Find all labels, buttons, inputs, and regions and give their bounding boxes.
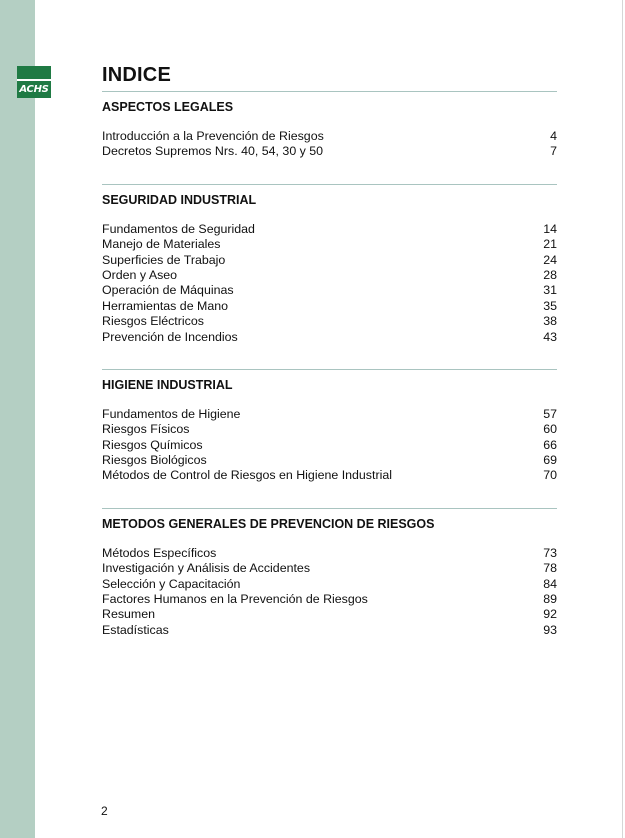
- toc-entry: [102, 468, 557, 483]
- achs-logo: ACHS: [17, 66, 51, 98]
- toc-entry-list: [102, 209, 557, 345]
- section-spacer: [102, 160, 557, 184]
- toc-entry: [102, 546, 557, 561]
- toc-entry: [102, 407, 557, 422]
- toc-section: [102, 92, 557, 160]
- toc-entry-page: 89: [543, 592, 557, 607]
- toc-entry: [102, 222, 557, 237]
- section-spacer: [102, 345, 557, 369]
- toc-entry-page: 4: [550, 129, 557, 143]
- toc-entry-list: [102, 116, 557, 160]
- toc-entry-label: Investigación y Análisis de Accidentes: [102, 561, 311, 576]
- section-spacer: [102, 484, 557, 508]
- toc-entry: [102, 561, 557, 576]
- section-heading: HIGIENE INDUSTRIAL: [102, 377, 233, 392]
- toc-entry-page: 78: [543, 561, 557, 576]
- toc-entry-label: Estadísticas: [102, 622, 169, 637]
- page-edge: [622, 0, 623, 838]
- toc-entry: [102, 268, 557, 283]
- toc-entry: [102, 577, 557, 592]
- toc-entry-page: 73: [543, 545, 557, 560]
- toc-entry-label: Manejo de Materiales: [102, 237, 221, 252]
- toc-entry: [102, 438, 557, 453]
- toc-entry-page: 66: [543, 437, 557, 452]
- toc-section: [102, 185, 557, 345]
- toc-entry: [102, 623, 557, 638]
- toc-entry-page: 60: [543, 422, 557, 437]
- toc-entry-page: 84: [543, 576, 557, 591]
- toc-entry: [102, 237, 557, 252]
- toc-entry-label: Herramientas de Mano: [102, 298, 229, 313]
- toc-entry-label: Riesgos Biológicos: [102, 453, 207, 468]
- left-margin-band: [0, 0, 35, 838]
- toc-entry: [102, 299, 557, 314]
- toc-entry: [102, 453, 557, 468]
- toc-entry-page: 57: [543, 406, 557, 421]
- toc-entry-page: 35: [543, 298, 557, 313]
- toc-entry-label: Prevención de Incendios: [102, 329, 238, 344]
- toc-entry-page: 92: [543, 607, 557, 622]
- toc-entry-label: Selección y Capacitación: [102, 576, 241, 591]
- toc-entry-page: 24: [543, 252, 557, 267]
- toc-entry-page: 70: [543, 468, 557, 483]
- toc-entry-page: 69: [543, 453, 557, 468]
- toc-entry-label: Riesgos Químicos: [102, 437, 203, 452]
- section-heading: ASPECTOS LEGALES: [102, 100, 234, 114]
- page-number: 2: [101, 804, 108, 818]
- toc-entry-label: Riesgos Físicos: [102, 422, 190, 437]
- toc-entry-page: 7: [550, 144, 557, 159]
- toc-entry-label: Fundamentos de Higiene: [102, 406, 241, 421]
- toc-entry-page: 43: [543, 329, 557, 344]
- toc-entry-label: Introducción a la Prevención de Riesgos: [102, 129, 324, 143]
- toc-entry-label: Orden y Aseo: [102, 267, 178, 282]
- toc-entry-label: Riesgos Eléctricos: [102, 314, 204, 329]
- toc-entry-label: Métodos de Control de Riesgos en Higiene Industrial: [102, 468, 392, 483]
- table-of-contents: [102, 60, 557, 638]
- toc-entry-page: 14: [543, 221, 557, 236]
- toc-section: [102, 509, 557, 638]
- toc-entry-list: [102, 394, 557, 484]
- toc-entry: [102, 253, 557, 268]
- toc-section: [102, 370, 557, 484]
- toc-entry: [102, 592, 557, 607]
- toc-entry-label: Métodos Específicos: [102, 545, 217, 560]
- page-title: INDICE: [102, 64, 171, 86]
- toc-sections: [102, 92, 557, 638]
- toc-entry-label: Resumen: [102, 607, 156, 622]
- toc-entry-list: [102, 533, 557, 638]
- section-heading: METODOS GENERALES DE PREVENCION DE RIESGOS: [102, 516, 435, 531]
- toc-entry-page: 31: [543, 283, 557, 298]
- toc-entry-label: Fundamentos de Seguridad: [102, 221, 255, 236]
- toc-entry-label: Operación de Máquinas: [102, 283, 234, 298]
- toc-entry: [102, 314, 557, 329]
- section-heading: SEGURIDAD INDUSTRIAL: [102, 192, 257, 207]
- toc-entry: [102, 330, 557, 345]
- toc-entry: [102, 607, 557, 622]
- toc-entry-label: Factores Humanos en la Prevención de Riesgos: [102, 592, 368, 607]
- toc-entry-page: 93: [543, 622, 557, 637]
- toc-entry-page: 21: [543, 237, 557, 252]
- toc-entry-page: 28: [543, 267, 557, 282]
- toc-entry-page: 38: [543, 314, 557, 329]
- toc-entry: [102, 422, 557, 437]
- toc-entry-label: Superficies de Trabajo: [102, 252, 226, 267]
- toc-entry: [102, 144, 557, 159]
- toc-entry: [102, 283, 557, 298]
- toc-entry: [102, 129, 557, 144]
- toc-entry-label: Decretos Supremos Nrs. 40, 54, 30 y 50: [102, 144, 324, 159]
